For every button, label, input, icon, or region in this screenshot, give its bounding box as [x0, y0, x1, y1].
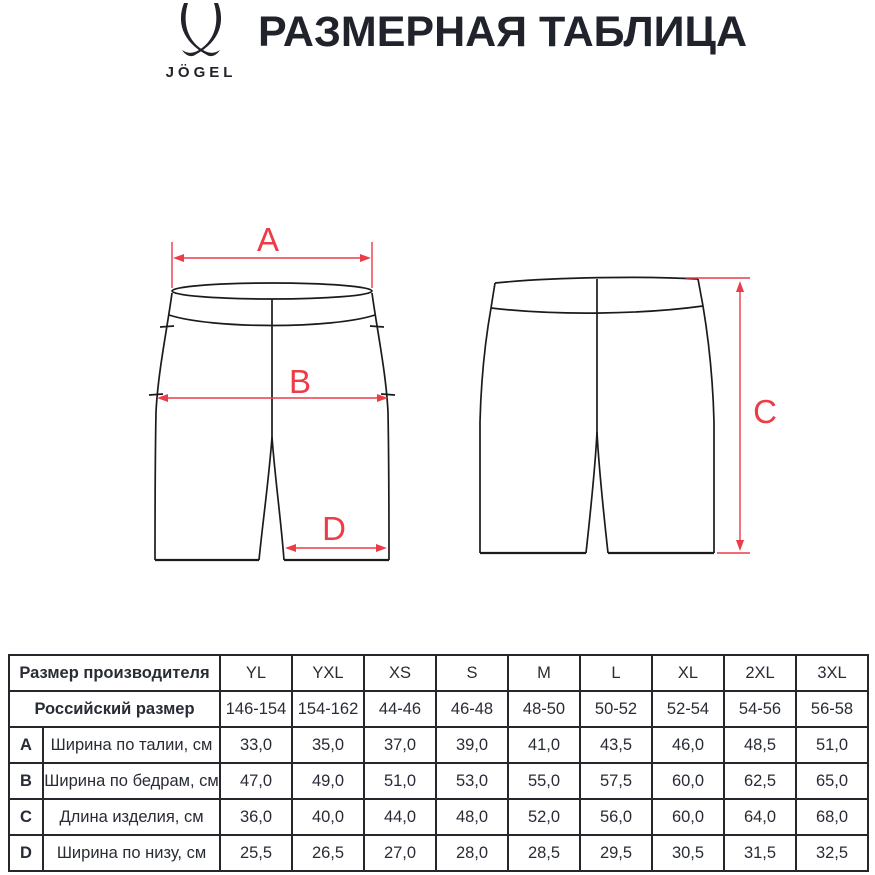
- value-cell: 64,0: [724, 799, 796, 835]
- value-cell: 68,0: [796, 799, 868, 835]
- brand-logo: [143, 3, 259, 81]
- shorts-measurement-diagram: [0, 225, 875, 585]
- value-cell: 25,5: [220, 835, 292, 871]
- dimension-name-cell: Ширина по низу, см: [43, 835, 220, 871]
- size-header-cell: YXL: [292, 655, 364, 691]
- side-tick-left: [149, 394, 163, 395]
- value-cell: 29,5: [580, 835, 652, 871]
- brand-wordmark: JÖGEL: [165, 64, 237, 81]
- value-cell: 51,0: [796, 727, 868, 763]
- size-header-cell: S: [436, 655, 508, 691]
- arrowhead-icon: [285, 544, 296, 552]
- value-cell: 32,5: [796, 835, 868, 871]
- value-cell: 52,0: [508, 799, 580, 835]
- dimension-label-a: A: [256, 225, 280, 258]
- dimension-letter-cell: A: [9, 727, 43, 763]
- value-cell: 43,5: [580, 727, 652, 763]
- value-cell: 49,0: [292, 763, 364, 799]
- russian-size-cell: 54-56: [724, 691, 796, 727]
- arrowhead-icon: [736, 540, 744, 551]
- dimension-c: [686, 278, 750, 553]
- size-header-cell: L: [580, 655, 652, 691]
- value-cell: 28,0: [436, 835, 508, 871]
- size-header-cell: 3XL: [796, 655, 868, 691]
- arrowhead-icon: [157, 394, 168, 402]
- value-cell: 60,0: [652, 799, 724, 835]
- value-cell: 56,0: [580, 799, 652, 835]
- value-cell: 53,0: [436, 763, 508, 799]
- value-cell: 31,5: [724, 835, 796, 871]
- dimension-letter-cell: C: [9, 799, 43, 835]
- value-cell: 55,0: [508, 763, 580, 799]
- russian-size-cell: 50-52: [580, 691, 652, 727]
- table-row-manufacturer-sizes: [9, 655, 868, 691]
- size-header-cell: M: [508, 655, 580, 691]
- size-table-body: [9, 655, 868, 871]
- dimension-name-cell: Ширина по талии, см: [43, 727, 220, 763]
- russian-size-cell: 46-48: [436, 691, 508, 727]
- dimension-name-cell: Длина изделия, см: [43, 799, 220, 835]
- arrowhead-icon: [376, 544, 387, 552]
- value-cell: 28,5: [508, 835, 580, 871]
- size-header-cell: 2XL: [724, 655, 796, 691]
- table-row-dimension-d: [9, 835, 868, 871]
- value-cell: 62,5: [724, 763, 796, 799]
- russian-size-label: Российский размер: [9, 691, 220, 727]
- value-cell: 46,0: [652, 727, 724, 763]
- jogel-tulip-icon: [170, 3, 232, 59]
- dimension-label-b: B: [288, 363, 312, 400]
- value-cell: 35,0: [292, 727, 364, 763]
- dimension-label-c: C: [753, 393, 777, 430]
- russian-size-cell: 56-58: [796, 691, 868, 727]
- value-cell: 26,5: [292, 835, 364, 871]
- value-cell: 60,0: [652, 763, 724, 799]
- value-cell: 33,0: [220, 727, 292, 763]
- russian-size-cell: 146-154: [220, 691, 292, 727]
- value-cell: 65,0: [796, 763, 868, 799]
- value-cell: 48,0: [436, 799, 508, 835]
- table-row-dimension-b: [9, 763, 868, 799]
- dimension-letter-cell: B: [9, 763, 43, 799]
- page-title: РАЗМЕРНАЯ ТАБЛИЦА: [258, 8, 748, 56]
- dimension-name-cell: Ширина по бедрам, см: [43, 763, 220, 799]
- value-cell: 41,0: [508, 727, 580, 763]
- pocket-mark-left: [160, 326, 174, 327]
- shorts-back-view-drawing: [480, 277, 714, 553]
- manufacturer-size-label: Размер производителя: [9, 655, 220, 691]
- russian-size-cell: 48-50: [508, 691, 580, 727]
- value-cell: 48,5: [724, 727, 796, 763]
- table-row-dimension-a: [9, 727, 868, 763]
- size-header-cell: YL: [220, 655, 292, 691]
- value-cell: 37,0: [364, 727, 436, 763]
- size-header-cell: XS: [364, 655, 436, 691]
- russian-size-cell: 154-162: [292, 691, 364, 727]
- table-row-russian-sizes: [9, 691, 868, 727]
- value-cell: 44,0: [364, 799, 436, 835]
- pocket-mark-right: [370, 326, 384, 327]
- russian-size-cell: 44-46: [364, 691, 436, 727]
- value-cell: 40,0: [292, 799, 364, 835]
- value-cell: 27,0: [364, 835, 436, 871]
- arrowhead-icon: [173, 254, 184, 262]
- russian-size-cell: 52-54: [652, 691, 724, 727]
- value-cell: 47,0: [220, 763, 292, 799]
- size-header-cell: XL: [652, 655, 724, 691]
- dimension-letter-cell: D: [9, 835, 43, 871]
- arrowhead-icon: [360, 254, 371, 262]
- value-cell: 36,0: [220, 799, 292, 835]
- value-cell: 51,0: [364, 763, 436, 799]
- size-table: [8, 654, 869, 872]
- shorts-front-view-drawing: [149, 283, 395, 560]
- table-row-dimension-c: [9, 799, 868, 835]
- side-tick-right: [381, 394, 395, 395]
- dimension-label-d: D: [322, 510, 346, 547]
- value-cell: 30,5: [652, 835, 724, 871]
- value-cell: 57,5: [580, 763, 652, 799]
- value-cell: 39,0: [436, 727, 508, 763]
- arrowhead-icon: [736, 281, 744, 292]
